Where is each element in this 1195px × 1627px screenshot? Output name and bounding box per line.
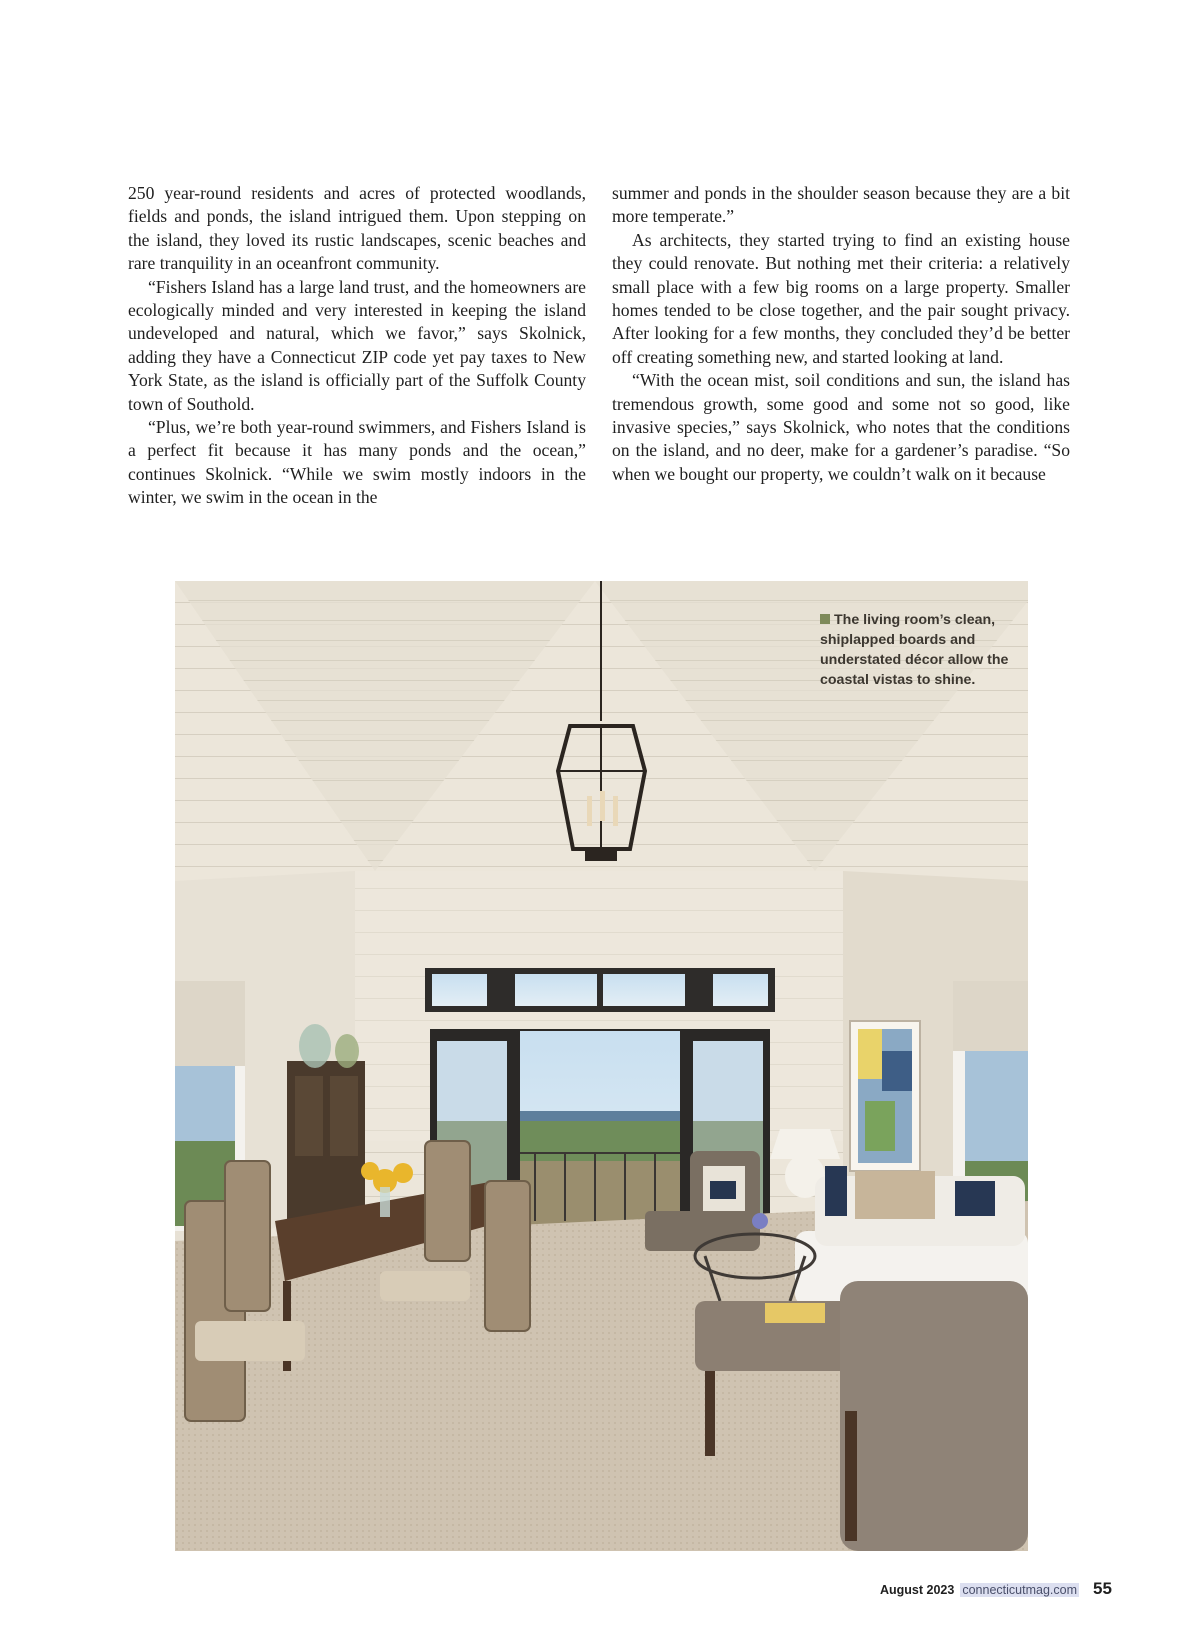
article-paragraph: 250 year-round residents and acres of protected woodlands, fields and ponds, the island intrigued them. Upon stepping on the island, they loved its rustic landscapes, scenic beaches and rare tranquility in an oceanfront community. [128,183,586,274]
photo-caption [820,610,1010,690]
page-number: 55 [1092,1579,1112,1598]
article-column-left [128,182,586,510]
article-paragraph: “Fishers Island has a large land trust, and the homeowners are ecologically minded and very interested in keeping the island undeveloped and natural, which we favor,” says Skolnick, adding they have a Connecticut ZIP code yet pay taxes to New York State, as the island is officially part of the Suffolk County town of Southold. [128,276,586,414]
caption-bullet-icon [820,614,830,624]
living-room-photo [175,581,1028,1551]
caption-text: The living room’s clean, shiplapped boards and understated décor allow the coastal vistas to shine. [820,612,1009,688]
living-room-illustration [175,581,1028,1551]
issue-date: August 2023 [880,1583,955,1597]
website-link[interactable]: connecticutmag.com [962,1583,1077,1597]
page-footer [880,1579,1112,1599]
article-column-right [612,182,1070,486]
article-paragraph: summer and ponds in the shoulder season because they are a bit more temperate.” [612,183,1070,227]
article-paragraph: “Plus, we’re both year-round swimmers, and Fishers Island is a perfect fit because it has many ponds and the ocean,” continues Skolnick. “While we swim mostly indoors in the winter, we swim in the ocean in the [128,417,586,508]
article-paragraph: “With the ocean mist, soil conditions and sun, the island has tremendous growth, some good and some not so good, like invasive species,” says Skolnick, who notes that the conditions on the island, and no deer, make for a gardener’s paradise. “So when we bought our property, we couldn’t walk on it because [612,370,1070,484]
article-paragraph: As architects, they started trying to find an existing house they could renovate. But nothing met their criteria: a relatively small place with a few big rooms on a large property. Smaller homes tended to be close together, and the pair sought privacy. After looking for a few months, they concluded they’d be better off creating something new, and started looking at land. [612,229,1070,367]
